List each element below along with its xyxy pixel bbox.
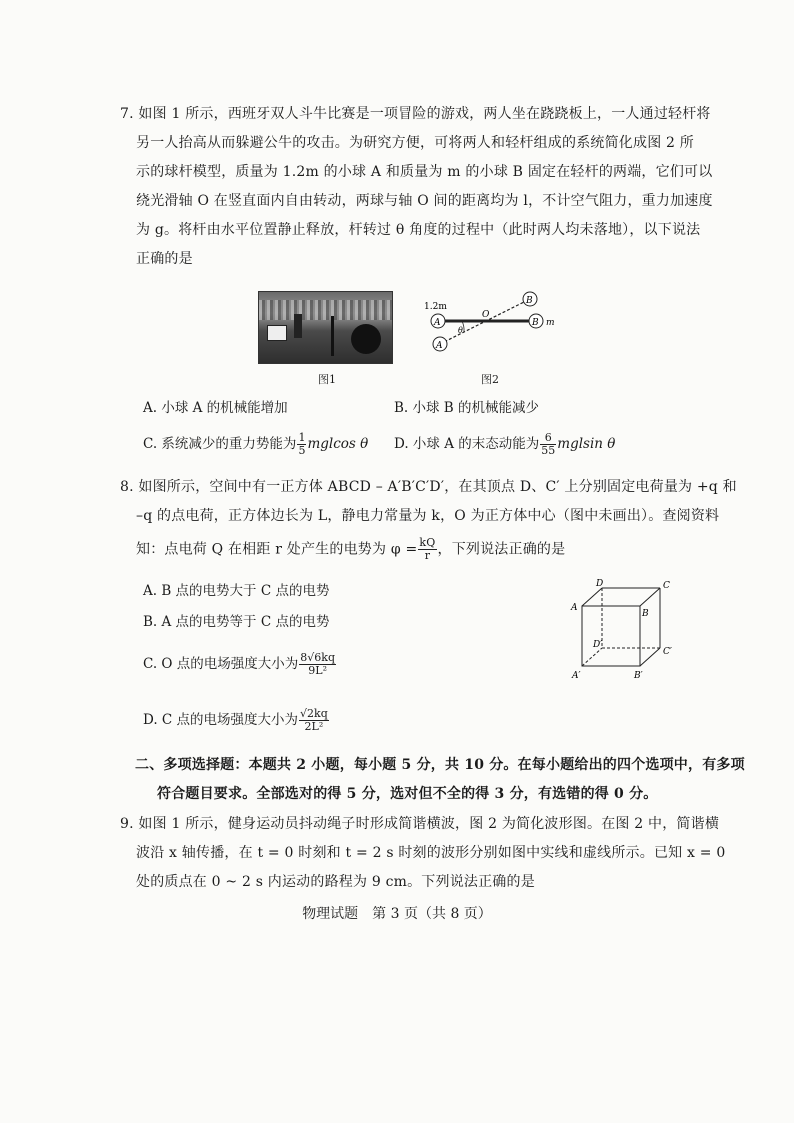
- q8-line-3-tail: ，下列说法正确的是: [437, 541, 566, 558]
- q7-option-b: B. 小球 B 的机械能减少: [394, 400, 540, 416]
- q8-line-3-text: 知：点电荷 Q 在相距 r 处产生的电势为 φ =: [136, 541, 418, 558]
- q7-line-4: 绕光滑轴 O 在竖直面内自由转动，两球与轴 O 间的距离均为 l，不计空气阻力，重力加速度: [136, 193, 713, 209]
- q8-potential-fraction: [418, 537, 436, 562]
- photo-crowd: [259, 300, 392, 320]
- cube-edge-b1c1: [640, 648, 660, 666]
- q9-line-2: 波沿 x 轴传播，在 t = 0 时刻和 t = 2 s 时刻的波形分别如图中实线和虚线所示。已知 x = 0: [136, 845, 726, 861]
- q7-option-c-denominator: 5: [298, 444, 306, 457]
- label-theta: θ: [458, 326, 463, 335]
- q9-line-3: 处的质点在 0 ~ 2 s 内运动的路程为 9 cm。下列说法正确的是: [136, 874, 535, 890]
- q8-option-d-text: D. C 点的电场强度大小为: [143, 712, 299, 728]
- label-a: A: [434, 318, 441, 328]
- q8-option-d-fraction: [299, 708, 329, 733]
- q7-option-d-numerator: 6: [540, 432, 556, 445]
- q8-option-a: A. B 点的电势大于 C 点的电势: [143, 583, 330, 599]
- q7-option-a: A. 小球 A 的机械能增加: [143, 400, 288, 416]
- cube-label-b: B: [642, 609, 649, 619]
- cube-label-d: D: [596, 579, 604, 589]
- q7-figure-1-caption: 图1: [318, 373, 336, 386]
- q7-option-d-text: D. 小球 A 的末态动能为: [394, 436, 540, 452]
- q7-option-c: [143, 432, 368, 457]
- photo-person: [294, 314, 302, 338]
- cube-label-a1: A′: [572, 671, 581, 681]
- label-a-moved: A: [436, 341, 443, 351]
- q7-line-5: 为 g。将杆由水平位置静止释放，杆转过 θ 角度的过程中（此时两人均未落地），以下说法: [136, 222, 701, 238]
- q8-option-c: [143, 652, 337, 677]
- q7-option-d-expr: mglsin θ: [557, 436, 616, 452]
- q7-option-c-numerator: 1: [298, 431, 306, 444]
- q8-potential-numerator: kQ: [419, 536, 436, 549]
- q8-line-2: –q 的点电荷，正方体边长为 L，静电力常量为 k，O 为正方体中心（图中未画出）。查阅资料: [136, 508, 720, 524]
- cube-label-a: A: [571, 603, 578, 613]
- q8-option-c-numerator: 8√6kq: [300, 651, 336, 664]
- label-b-moved: B: [526, 296, 533, 306]
- cube-edge-ad: [582, 588, 602, 606]
- cube-label-b1: B′: [634, 671, 643, 681]
- q7-figure-2-diagram: [418, 286, 568, 366]
- q7-option-c-fraction: [297, 432, 306, 457]
- q8-option-c-text: C. O 点的电场强度大小为: [143, 656, 299, 672]
- label-b: B: [532, 318, 539, 328]
- q8-option-d-denominator: 2L²: [304, 720, 324, 733]
- q7-figure-1-photo: [258, 291, 393, 364]
- q9-line-1: 9. 如图 1 所示，健身运动员抖动绳子时形成简谐横波，图 2 为简化波形图。在图 2 中，简谐横: [120, 816, 720, 832]
- q8-option-d: [143, 708, 330, 733]
- cube-label-d1: D′: [593, 640, 603, 650]
- q7-line-3: 示的球杆模型，质量为 1.2m 的小球 A 和质量为 m 的小球 B 固定在轻杆的两端，它们可以: [136, 164, 713, 180]
- q7-option-d: [394, 432, 615, 457]
- cube-edge-a1d1-hidden: [582, 648, 602, 666]
- q8-option-c-fraction: [299, 652, 336, 677]
- cube-label-c: C: [663, 581, 670, 591]
- page-footer: 物理试题 第 3 页（共 8 页）: [302, 906, 492, 922]
- q7-option-c-expr: mglcos θ: [307, 436, 369, 452]
- photo-pole: [331, 316, 334, 356]
- photo-bull: [351, 324, 381, 354]
- section-2-line-1: 二、多项选择题：本题共 2 小题，每小题 5 分，共 10 分。在每小题给出的四个选项中，有多项: [135, 757, 745, 773]
- q8-potential-denominator: r: [424, 549, 431, 562]
- q7-option-d-fraction: [540, 432, 556, 457]
- q8-option-c-denominator: 9L²: [308, 664, 328, 677]
- q8-option-b: B. A 点的电势等于 C 点的电势: [143, 614, 330, 630]
- photo-sign: [267, 325, 287, 341]
- label-o: O: [482, 310, 490, 320]
- q7-option-d-denominator: 55: [541, 444, 556, 457]
- q7-option-c-text: C. 系统减少的重力势能为: [143, 436, 297, 452]
- q7-line-1: 7. 如图 1 所示，西班牙双人斗牛比赛是一项冒险的游戏，两人坐在跷跷板上，一人通过轻杆将: [120, 106, 711, 122]
- q8-line-1: 8. 如图所示，空间中有一正方体 ABCD – A′B′C′D′，在其顶点 D、C′ 上分别固定电荷量为 +q 和: [120, 479, 737, 495]
- cube-label-c1: C′: [663, 647, 672, 657]
- q8-line-3: [136, 537, 681, 562]
- label-mass-b: m: [546, 318, 555, 328]
- q8-cube-diagram: [562, 578, 682, 682]
- cube-front-face: [582, 606, 640, 666]
- section-2-line-2: 符合题目要求。全部选对的得 5 分，选对但不全的得 3 分，有选错的得 0 分。: [157, 786, 658, 802]
- cube-edge-cb: [640, 588, 660, 606]
- q7-figure-2-caption: 图2: [481, 373, 499, 386]
- q7-line-2: 另一人抬高从而躲避公牛的攻击。为研究方便，可将两人和轻杆组成的系统简化成图 2 所: [136, 135, 695, 151]
- q8-option-d-numerator: √2kq: [300, 707, 328, 720]
- q7-line-6: 正确的是: [136, 251, 193, 267]
- label-mass-a: 1.2m: [424, 302, 447, 312]
